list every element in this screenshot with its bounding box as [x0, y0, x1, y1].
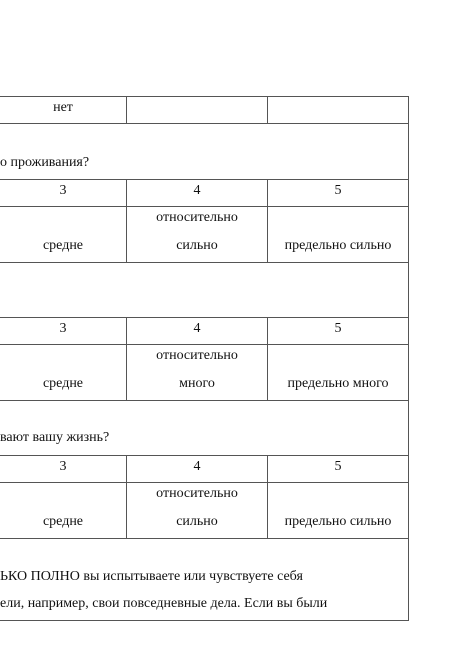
rule	[0, 317, 409, 318]
scale-number: 5	[334, 321, 342, 336]
scale-number: 5	[334, 183, 342, 198]
scale-label: относительно	[156, 210, 238, 225]
question-text: вают вашу жизнь?	[0, 430, 110, 445]
column-divider	[267, 96, 268, 123]
rule	[0, 620, 409, 621]
instructions-text: ели, например, свои повседневные дела. Если вы были	[0, 596, 328, 611]
rule	[0, 262, 409, 263]
scale-number: 4	[193, 459, 201, 474]
scale-label: средне	[42, 376, 84, 391]
top-row-answer: нет	[53, 100, 73, 115]
right-border	[408, 96, 409, 621]
scale-number: 3	[59, 459, 67, 474]
rule	[0, 538, 409, 539]
question-text: о проживания?	[0, 155, 90, 170]
scale-number: 3	[59, 183, 67, 198]
rule	[0, 206, 409, 207]
scale-label: предельно сильно	[284, 514, 392, 529]
scale-label: предельно сильно	[284, 238, 392, 253]
scale-number: 5	[334, 459, 342, 474]
instructions-text: ЬКО ПОЛНО вы испытываете или чувствуете себя	[0, 569, 303, 584]
scale-label: средне	[42, 238, 84, 253]
scale-number: 4	[193, 183, 201, 198]
scale-label: относительно	[156, 486, 238, 501]
scale-label: много	[179, 376, 215, 391]
scale-label: сильно	[176, 514, 218, 529]
rule	[0, 96, 409, 97]
rule	[0, 482, 409, 483]
column-divider	[126, 96, 127, 123]
scale-number: 3	[59, 321, 67, 336]
scale-label: относительно	[156, 348, 238, 363]
scale-number: 4	[193, 321, 201, 336]
rule	[0, 123, 409, 124]
scale-label: средне	[42, 514, 84, 529]
scale-label: предельно много	[287, 376, 389, 391]
rule	[0, 344, 409, 345]
rule	[0, 179, 409, 180]
scale-label: сильно	[176, 238, 218, 253]
rule	[0, 455, 409, 456]
rule	[0, 400, 409, 401]
